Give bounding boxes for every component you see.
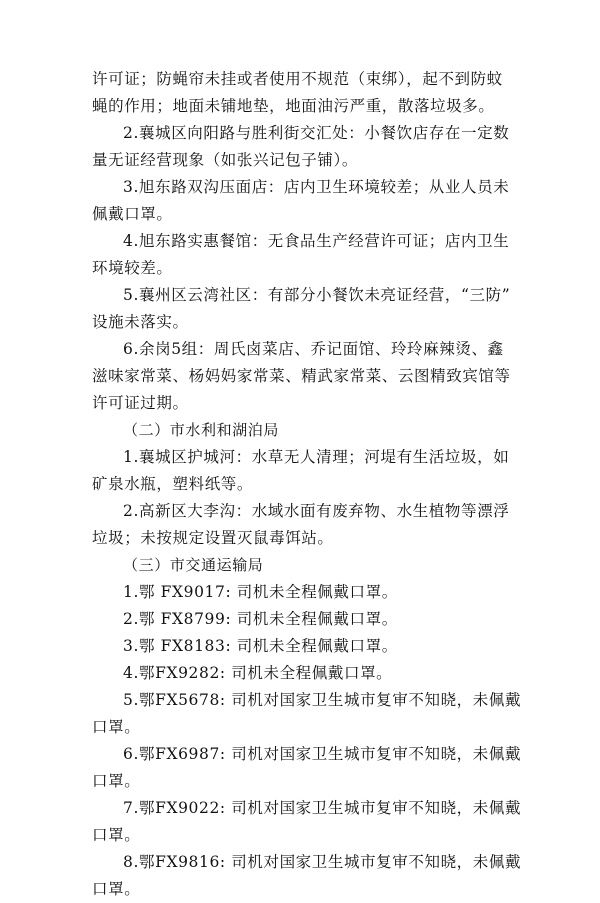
- text-line: 7.鄂FX9022: 司机对国家卫生城市复审不知晓，未佩戴: [123, 799, 522, 817]
- text-line: 矿泉水瓶，塑料纸等。: [92, 475, 254, 493]
- text-line: 6.余岗5组：周氏卤菜店、乔记面馆、玲玲麻辣烫、鑫: [123, 340, 504, 358]
- text-line: 8.鄂FX9816: 司机对国家卫生城市复审不知晓，未佩戴: [123, 853, 522, 871]
- text-line: 2.襄城区向阳路与胜利街交汇处：小餐饮店存在一定数: [123, 124, 510, 142]
- text-line: 5.襄州区云湾社区：有部分小餐饮未亮证经营，“三防”: [123, 286, 511, 304]
- text-line: 蝇的作用；地面未铺地垫，地面油污严重，散落垃圾多。: [92, 97, 495, 115]
- text-line: 口罩。: [92, 772, 141, 790]
- text-line: 许可证过期。: [92, 394, 189, 412]
- text-line: 1.鄂 FX9017: 司机未全程佩戴口罩。: [123, 583, 398, 601]
- text-line: 垃圾；未按规定设置灭鼠毒饵站。: [92, 529, 334, 547]
- text-line: 3.鄂 FX8183: 司机未全程佩戴口罩。: [123, 637, 398, 655]
- section-heading: （二）市水利和湖泊局: [123, 421, 280, 439]
- text-line: 许可证；防蝇帘未挂或者使用不规范（束绑），起不到防蚊: [92, 70, 503, 88]
- text-line: 2.鄂 FX8799: 司机未全程佩戴口罩。: [123, 610, 398, 628]
- text-line: 口罩。: [92, 880, 141, 898]
- section-heading: （三）市交通运输局: [123, 556, 264, 574]
- text-line: 1.襄城区护城河：水草无人清理；河堤有生活垃圾，如: [123, 448, 510, 466]
- text-line: 佩戴口罩。: [92, 205, 173, 223]
- text-line: 4.鄂FX9282: 司机未全程佩戴口罩。: [123, 664, 393, 682]
- text-line: 6.鄂FX6987: 司机对国家卫生城市复审不知晓，未佩戴: [123, 745, 522, 763]
- text-line: 3.旭东路双沟压面店：店内卫生环境较差；从业人员未: [123, 178, 510, 196]
- document-page: [92, 66, 522, 903]
- text-line: 5.鄂FX5678: 司机对国家卫生城市复审不知晓，未佩戴: [123, 691, 522, 709]
- text-line: 口罩。: [92, 718, 141, 736]
- text-line: 4.旭东路实惠餐馆：无食品生产经营许可证；店内卫生: [123, 232, 510, 250]
- text-line: 设施未落实。: [92, 313, 189, 331]
- text-line: 量无证经营现象（如张兴记包子铺）。: [92, 151, 358, 169]
- text-line: 口罩。: [92, 826, 141, 844]
- text-line: 滋味家常菜、杨妈妈家常菜、精武家常菜、云图精致宾馆等: [92, 367, 511, 385]
- text-line: 环境较差。: [92, 259, 173, 277]
- text-line: 2.高新区大李沟：水域水面有废弃物、水生植物等漂浮: [123, 502, 510, 520]
